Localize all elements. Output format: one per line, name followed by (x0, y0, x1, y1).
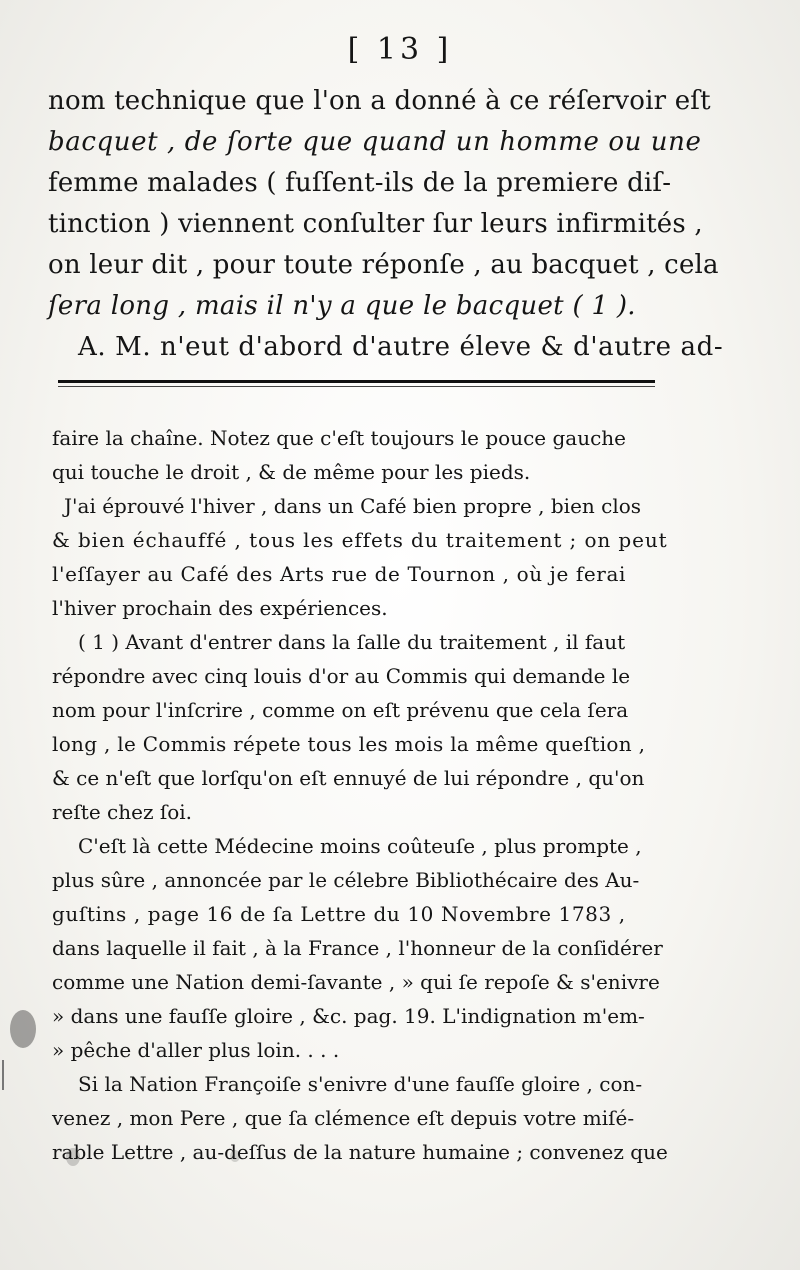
main-line: ſera long , mais il n'y a que le bacquet ( 1 ). (48, 291, 636, 321)
page-number: [ 13 ] (347, 32, 453, 67)
ink-stain (230, 1150, 240, 1162)
footnote-line: qui touche le droit , & de même pour les pieds. (52, 460, 531, 484)
main-line: tinction ) viennent conſulter ſur leurs infirmités , (48, 209, 703, 239)
margin-mark (2, 1060, 4, 1090)
ink-stain (10, 1010, 36, 1048)
footnote-line: plus sûre , annoncée par le célebre Bibliothécaire des Au- (52, 868, 640, 892)
footnote-line: nom pour l'inſcrire , comme on eſt prévenu que cela ſera (52, 698, 629, 722)
main-line: on leur dit , pour toute réponſe , au bacquet , cela (48, 250, 719, 280)
footnote-line: faire la chaîne. Notez que c'eſt toujours le pouce gauche (52, 426, 627, 450)
footnote-line: long , le Commis répete tous les mois la même queſtion , (52, 732, 646, 756)
footnote-line: » dans une fauſſe gloire , &c. pag. 19. L'indignation m'em- (52, 1004, 645, 1028)
ink-stain (66, 1148, 80, 1166)
footnote-line: l'hiver prochain des expériences. (52, 596, 388, 620)
main-line: nom technique que l'on a donné à ce réſervoir eſt (48, 86, 711, 116)
footnote-line: guſtins , page 16 de ſa Lettre du 10 Novembre 1783 , (52, 902, 626, 926)
footnote-line: C'eſt là cette Médecine moins coûteuſe , plus prompte , (78, 834, 642, 858)
footnote-line: ( 1 ) Avant d'entrer dans la ſalle du traitement , il faut (78, 630, 626, 654)
footnote-line: répondre avec cinq louis d'or au Commis qui demande le (52, 664, 631, 688)
footnote-line: reſte chez ſoi. (52, 800, 193, 824)
footnote-line: dans laquelle il fait , à la France , l'honneur de la conſidérer (52, 936, 663, 960)
main-line: femme malades ( fuſſent-ils de la premiere diſ- (48, 168, 672, 198)
footnote-line: & ce n'eſt que lorſqu'on eſt ennuyé de lui répondre , qu'on (52, 766, 645, 790)
footnote-line: venez , mon Pere , que ſa clémence eſt depuis votre miſé- (52, 1106, 635, 1130)
footnote-line: comme une Nation demi-ſavante , » qui ſe repoſe & s'enivre (52, 970, 660, 994)
main-line: bacquet , de ſorte que quand un homme ou une (48, 127, 702, 157)
footnote-rule-thin (58, 386, 655, 387)
main-line: A. M. n'eut d'abord d'autre éleve & d'autre ad- (78, 332, 724, 362)
footnote-line: rable Lettre , au-deſſus de la nature humaine ; convenez que (52, 1140, 668, 1164)
footnote-rule (58, 380, 655, 383)
footnote-line: J'ai éprouvé l'hiver , dans un Café bien propre , bien clos (64, 494, 642, 518)
footnote-line: l'eſſayer au Café des Arts rue de Tournon , où je ferai (52, 562, 626, 586)
footnote-line: » pêche d'aller plus loin. . . . (52, 1038, 340, 1062)
footnote-line: Si la Nation Françoiſe s'enivre d'une fauſſe gloire , con- (78, 1072, 643, 1096)
footnote-line: & bien échauffé , tous les effets du traitement ; on peut (52, 528, 668, 552)
